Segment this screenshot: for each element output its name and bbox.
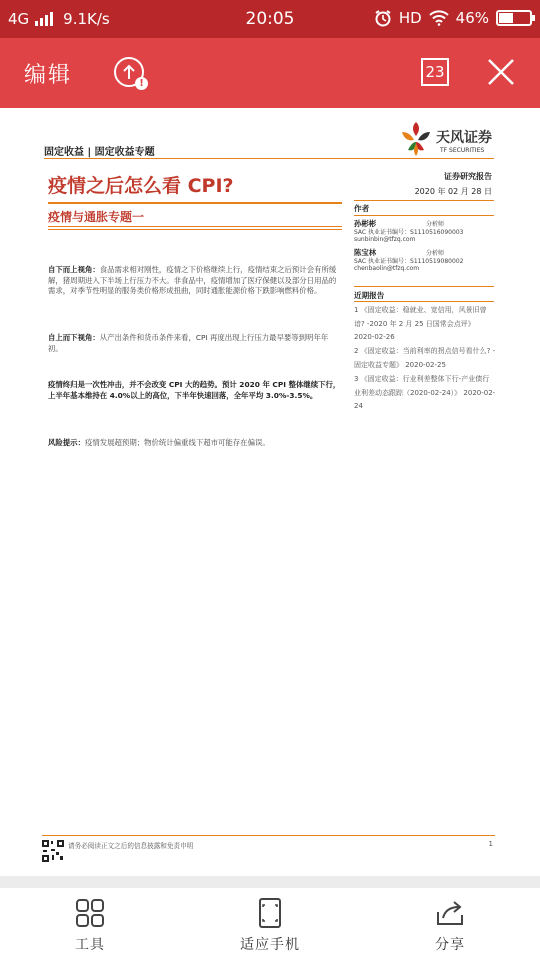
- analyst-role: 分析师: [426, 250, 445, 257]
- fit-phone-button[interactable]: [210, 898, 330, 954]
- analyst-cert: SAC 执业证书编号：S1110516090003: [354, 228, 464, 236]
- subtitle-divider-2: [48, 229, 342, 230]
- network-type: 4G: [8, 10, 30, 28]
- alert-badge: !: [135, 77, 148, 90]
- recent-heading: 近期报告: [354, 291, 385, 300]
- tools-icon: [75, 898, 105, 928]
- footer-divider: [42, 835, 495, 836]
- tf-securities-logo: [400, 120, 495, 160]
- summary-paragraph-2: [48, 333, 342, 354]
- recent-report-1[interactable]: 1 《固定收益：稳就业、宽信用，风景旧曾谙? -2020 年 2 月 25 日国常会点评》 2020-02-26: [354, 306, 487, 342]
- clock: 20:05: [245, 9, 295, 29]
- top-toolbar: [0, 38, 540, 108]
- summary-paragraph-1: [48, 265, 342, 297]
- recent-divider-2: [354, 301, 494, 302]
- close-icon[interactable]: [486, 57, 516, 87]
- paragraph-text: 食品需求相对刚性，疫情之下价格继续上行，疫情结束之后预计会有所缓解，猪周期进入下半场上行压力不大。非食品中，疫情增加了医疗保健以及部分日用品的需求，对季节性明显的服务类价格形成扭曲，同时通胀能源价格下跌影响燃料价格。: [48, 265, 337, 295]
- logo-mark-icon: [400, 120, 434, 158]
- document-viewer[interactable]: [0, 108, 540, 888]
- report-subtitle: 疫情与通胀专题一: [48, 210, 145, 224]
- tools-label: 工具: [75, 937, 105, 953]
- paragraph-text: 从产出条件和货币条件来看，CPI 再度出现上行压力最早要等到明年年初。: [48, 333, 329, 353]
- summary-paragraph-3: [48, 380, 342, 401]
- battery-percent: 46%: [455, 9, 489, 27]
- recent-report-3[interactable]: 3 《固定收益：行业利差整体下行-产业债行业利差动态跟踪（2020-02-24）》 2020-02-24: [354, 375, 496, 411]
- analyst-email: sunbinbin@tfzq.com: [354, 236, 416, 244]
- share-icon: [435, 898, 465, 928]
- title-divider: [48, 202, 342, 204]
- paragraph-text: 疫情发展超预期；物价统计偏重线下超市可能存在偏误。: [84, 438, 270, 447]
- authors-heading: 作者: [354, 204, 370, 213]
- recent-report-2[interactable]: 2 《固定收益：当前利率的拐点信号看什么? -固定收益专题》 2020-02-25: [354, 347, 496, 369]
- authors-divider: [354, 200, 494, 201]
- report-date: 2020 年 02 月 28 日: [414, 187, 492, 196]
- edit-button[interactable]: 编辑: [24, 63, 73, 88]
- fit-screen-icon: [255, 898, 285, 928]
- analyst-role: 分析师: [426, 221, 445, 228]
- analyst-name: 陈宝林: [354, 248, 377, 257]
- authors-divider-2: [354, 215, 494, 216]
- analyst-name: 孙彬彬: [354, 219, 377, 228]
- wifi-icon: [429, 10, 449, 26]
- recent-divider: [354, 286, 494, 287]
- document-page: [0, 108, 540, 876]
- logo-text-cn: 天风证券: [436, 130, 492, 146]
- battery-fill: [499, 13, 513, 23]
- status-bar: [0, 0, 540, 38]
- page-number: 1: [488, 840, 493, 848]
- qr-code-icon: [42, 840, 64, 862]
- page-count-button[interactable]: 23: [421, 58, 449, 86]
- report-category: 固定收益 | 固定收益专题: [44, 147, 155, 158]
- subtitle-divider: [48, 226, 342, 227]
- alarm-icon: [374, 9, 392, 27]
- bottom-action-bar: [0, 888, 540, 960]
- paragraph-lead: 自下而上视角：: [48, 265, 100, 274]
- report-title: 疫情之后怎么看 CPI?: [48, 175, 234, 197]
- analyst-1: [354, 220, 494, 244]
- paragraph-lead: 风险提示：: [48, 438, 85, 447]
- battery-icon: [496, 10, 532, 26]
- hd-indicator: HD: [398, 9, 422, 27]
- network-speed: 9.1K/s: [63, 10, 110, 28]
- report-type: 证券研究报告: [444, 172, 492, 181]
- share-button[interactable]: [390, 898, 510, 954]
- paragraph-lead: 自上而下视角：: [48, 333, 100, 342]
- risk-paragraph: [48, 438, 342, 449]
- paragraph-lead: 疫情终归是一次性冲击，并不会改变 CPI 大的趋势。预计 2020 年 CPI 整体继续下行，上半年基本维持在 4.0%以上的高位，下半年快速回落，全年平均 3.0%-3.5%。: [48, 380, 341, 400]
- status-left: [8, 10, 110, 28]
- logo-text-en: TF SECURITIES: [440, 147, 485, 154]
- disclaimer-text: 请务必阅读正文之后的信息披露和免责申明: [68, 842, 194, 850]
- analyst-email: chenbaolin@tfzq.com: [354, 265, 420, 273]
- tools-button[interactable]: [30, 898, 150, 954]
- fit-phone-label: 适应手机: [240, 937, 300, 953]
- analyst-2: [354, 249, 494, 273]
- analyst-cert: SAC 执业证书编号：S1110519080002: [354, 257, 464, 265]
- signal-icon: [35, 12, 53, 26]
- share-label: 分享: [435, 937, 465, 953]
- upload-button[interactable]: [114, 57, 144, 87]
- status-right: [374, 9, 532, 27]
- upload-arrow-icon: [121, 63, 137, 81]
